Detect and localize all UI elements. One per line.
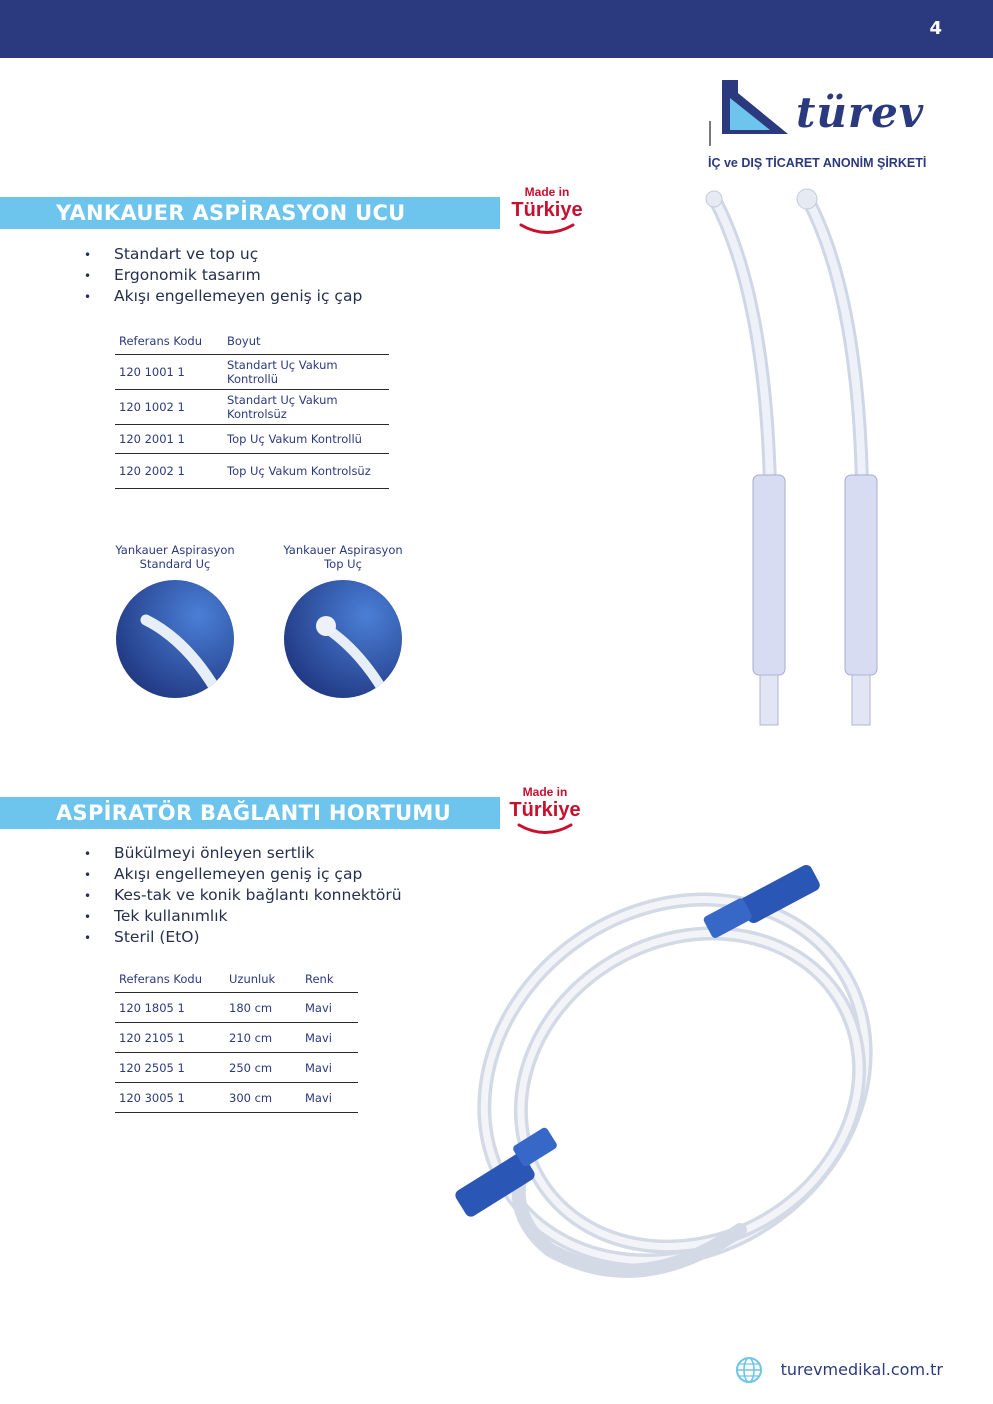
table-cell: 120 1805 1 [115, 993, 225, 1023]
made-in-label: Made in [524, 185, 570, 199]
brand-tagline: İÇ ve DIŞ TİCARET ANONİM ŞİRKETİ [708, 156, 927, 170]
table-cell: Mavi [301, 1083, 358, 1113]
section-title: YANKAUER ASPİRASYON UCU [56, 201, 406, 225]
table-row [115, 993, 358, 1023]
column-header: Uzunluk [225, 964, 301, 993]
suction-hose-product-image [440, 850, 910, 1330]
made-in-badge [502, 185, 592, 240]
feature-item: • Akışı engellemeyen geniş iç çap [84, 865, 363, 883]
table-cell: Top Uç Vakum Kontrolsüz [223, 454, 389, 489]
section-title-bar [0, 797, 500, 829]
made-in-country: Türkiye [509, 799, 581, 821]
section-title: ASPİRATÖR BAĞLANTI HORTUMU [56, 801, 451, 825]
brand-logo [706, 76, 946, 176]
column-header: Boyut [223, 326, 389, 355]
table-cell: Standart Uç Vakum Kontrollü [223, 355, 389, 390]
table-cell: 120 1002 1 [115, 390, 223, 425]
table-cell: Top Uç Vakum Kontrollü [223, 425, 389, 454]
spec-table [115, 326, 389, 489]
column-header: Referans Kodu [115, 964, 225, 993]
table-cell: 250 cm [225, 1053, 301, 1083]
table-cell: Mavi [301, 993, 358, 1023]
smile-swoosh-icon [517, 222, 577, 236]
table-cell: 120 1001 1 [115, 355, 223, 390]
smile-swoosh-icon [515, 822, 575, 836]
feature-item: • Akışı engellemeyen geniş iç çap [84, 287, 363, 305]
page-number: 4 [929, 18, 942, 39]
table-row [115, 355, 389, 390]
feature-list [84, 244, 362, 307]
column-header: Renk [301, 964, 358, 993]
table-cell: 300 cm [225, 1083, 301, 1113]
table-cell: 210 cm [225, 1023, 301, 1053]
thumbnail-caption: Yankauer Aspirasyon Standard Uç [115, 543, 235, 571]
brand-name: türev [796, 88, 925, 137]
table-cell: 120 2105 1 [115, 1023, 225, 1053]
made-in-badge [500, 785, 590, 840]
column-header: Referans Kodu [115, 326, 223, 355]
logo-triangle-icon [708, 76, 808, 146]
table-cell: Mavi [301, 1023, 358, 1053]
thumbnail-caption: Yankauer Aspirasyon Top Uç [283, 543, 403, 571]
made-in-country: Türkiye [511, 199, 583, 221]
globe-icon [735, 1356, 763, 1384]
feature-item: • Steril (EtO) [84, 928, 200, 946]
table-cell: Mavi [301, 1053, 358, 1083]
feature-item: • Ergonomik tasarım [84, 266, 261, 284]
table-cell: 120 2505 1 [115, 1053, 225, 1083]
table-cell: 180 cm [225, 993, 301, 1023]
table-row [115, 1083, 358, 1113]
thumbnail-standard-tip [116, 580, 234, 698]
feature-item: • Standart ve top uç [84, 245, 259, 263]
feature-item: • Tek kullanımlık [84, 907, 228, 925]
table-cell: 120 2001 1 [115, 425, 223, 454]
made-in-label: Made in [522, 785, 568, 799]
thumbnail-ball-tip [284, 580, 402, 698]
table-cell: Standart Uç Vakum Kontrolsüz [223, 390, 389, 425]
table-cell: 120 3005 1 [115, 1083, 225, 1113]
table-row [115, 1023, 358, 1053]
feature-item: • Kes-tak ve konik bağlantı konnektörü [84, 886, 402, 904]
table-row [115, 1053, 358, 1083]
table-cell: 120 2002 1 [115, 454, 223, 489]
yankauer-product-image [690, 185, 910, 735]
feature-list [84, 843, 402, 948]
table-row [115, 425, 389, 454]
section-title-bar [0, 197, 500, 229]
spec-table [115, 964, 358, 1113]
table-row [115, 390, 389, 425]
header-bar [0, 0, 993, 58]
feature-item: • Bükülmeyi önleyen sertlik [84, 844, 315, 862]
table-row [115, 454, 389, 489]
website-link[interactable]: turevmedikal.com.tr [780, 1360, 943, 1379]
